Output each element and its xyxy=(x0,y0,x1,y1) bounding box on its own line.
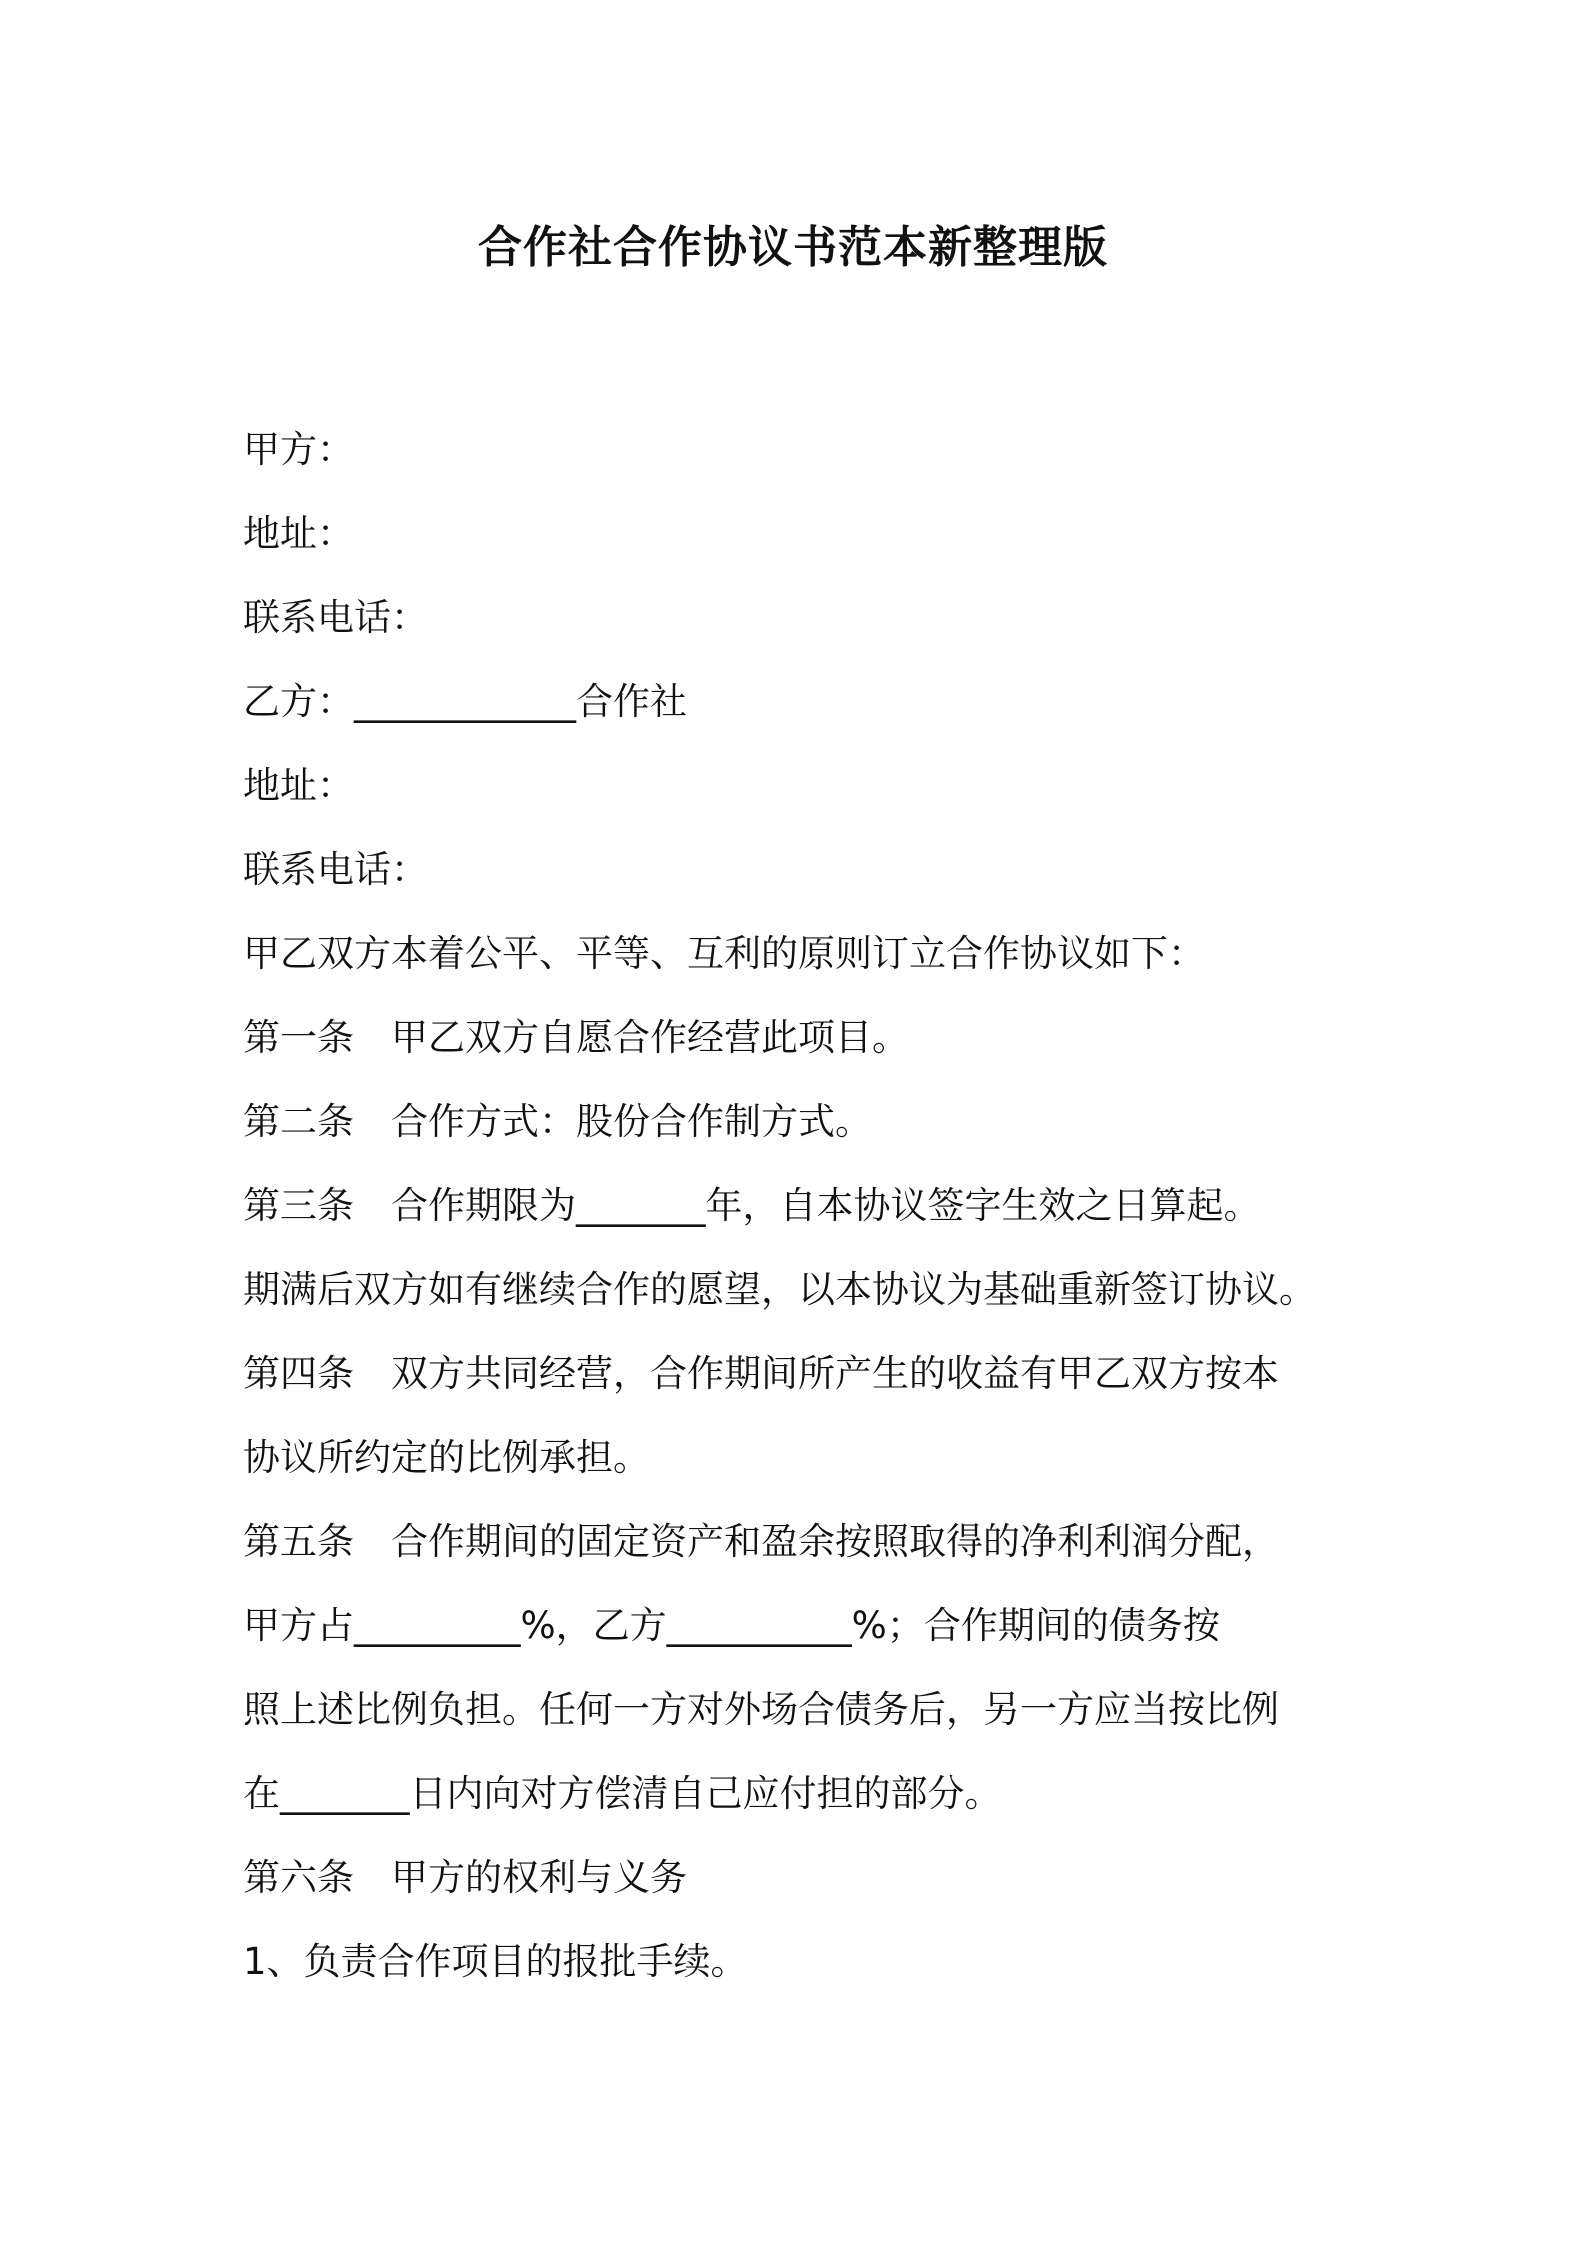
article-4-continuation: 协议所约定的比例承担。 xyxy=(243,1436,650,1479)
article-3-line: 第三条 合作期限为_______年，自本协议签字生效之日算起。 xyxy=(243,1184,1261,1227)
party-a-address-line: 地址： xyxy=(243,512,354,555)
party-b-line: 乙方：____________合作社 xyxy=(243,680,687,723)
article-3-continuation: 期满后双方如有继续合作的愿望，以本协议为基础重新签订协议。 xyxy=(243,1268,1316,1311)
article-5-continuation-3: 在_______日内向对方偿清自己应付担的部分。 xyxy=(243,1772,1002,1815)
article-6-item-1: 1、负责合作项目的报批手续。 xyxy=(243,1940,748,1983)
article-5-line: 第五条 合作期间的固定资产和盈余按照取得的净利利润分配， xyxy=(243,1520,1279,1563)
article-5-continuation-2: 照上述比例负担。任何一方对外场合债务后，另一方应当按比例 xyxy=(243,1688,1279,1731)
party-a-line: 甲方： xyxy=(243,428,354,471)
document-title: 合作社合作协议书范本新整理版 xyxy=(478,222,1108,273)
party-a-phone-line: 联系电话： xyxy=(243,596,428,639)
party-b-address-line: 地址： xyxy=(243,764,354,807)
article-6-line: 第六条 甲方的权利与义务 xyxy=(243,1856,687,1899)
article-1-line: 第一条 甲乙双方自愿合作经营此项目。 xyxy=(243,1016,909,1059)
party-b-phone-line: 联系电话： xyxy=(243,848,428,891)
document-body xyxy=(243,408,1393,2004)
article-2-line: 第二条 合作方式：股份合作制方式。 xyxy=(243,1100,872,1143)
article-5-continuation-1: 甲方占_________%，乙方__________%；合作期间的债务按 xyxy=(243,1604,1220,1647)
preamble-line: 甲乙双方本着公平、平等、互利的原则订立合作协议如下： xyxy=(243,932,1205,975)
article-4-line: 第四条 双方共同经营，合作期间所产生的收益有甲乙双方按本 xyxy=(243,1352,1279,1395)
